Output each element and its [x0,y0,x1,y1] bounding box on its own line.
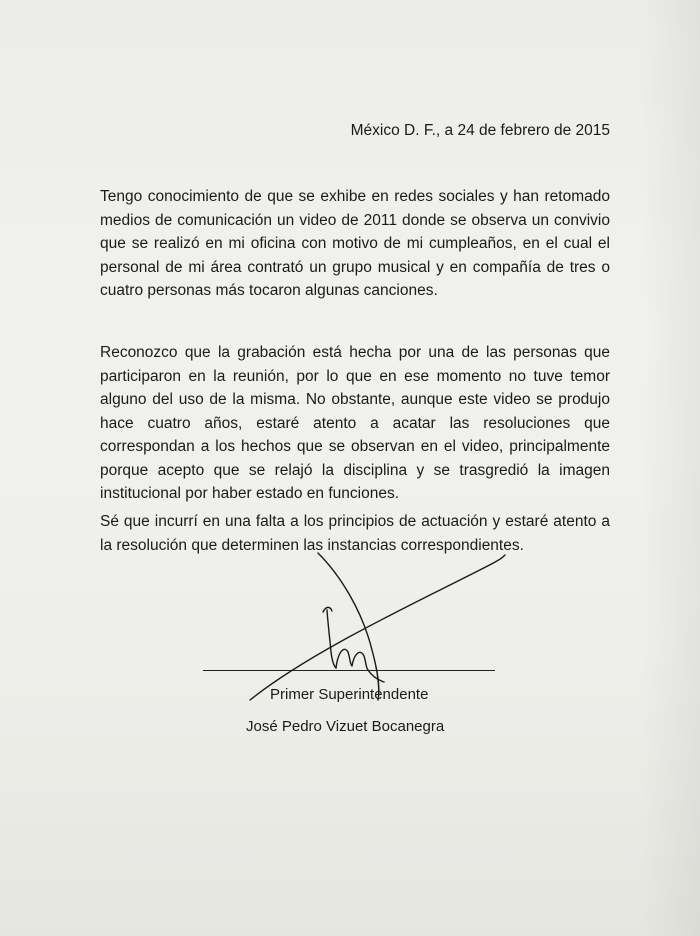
signatory-title: Primer Superintendente [270,686,429,703]
date-line: México D. F., a 24 de febrero de 2015 [350,122,610,139]
paragraph-3: Sé que incurrí en una falta a los principios de actuación y estaré atento a la resolución que determinen las instancias correspondientes. [100,513,610,554]
paragraph-2: Reconozco que la grabación está hecha por una de las personas que participaron en la reunión, por lo que en ese momento no tuve temor alguno del uso de la misma. No obstante, aunque este video se produjo hace cuatro años, estaré atento a acatar las resoluciones que correspondan a los hechos que se observan en el video, principalmente porque acepto que se relajó la disciplina y se trasgredió la imagen institucional por haber estado en funciones. [100,344,610,502]
signatory-name: José Pedro Vizuet Bocanegra [246,718,445,735]
paragraph-1: Tengo conocimiento de que se exhibe en redes sociales y han retomado medios de comunicación un video de 2011 donde se observa un convivio que se realizó en mi oficina con motivo de mi cumpleaños, en el cual el personal de mi área contrató un grupo musical y en compañía de tres o cuatro personas más tocaron algunas canciones. [100,188,610,299]
